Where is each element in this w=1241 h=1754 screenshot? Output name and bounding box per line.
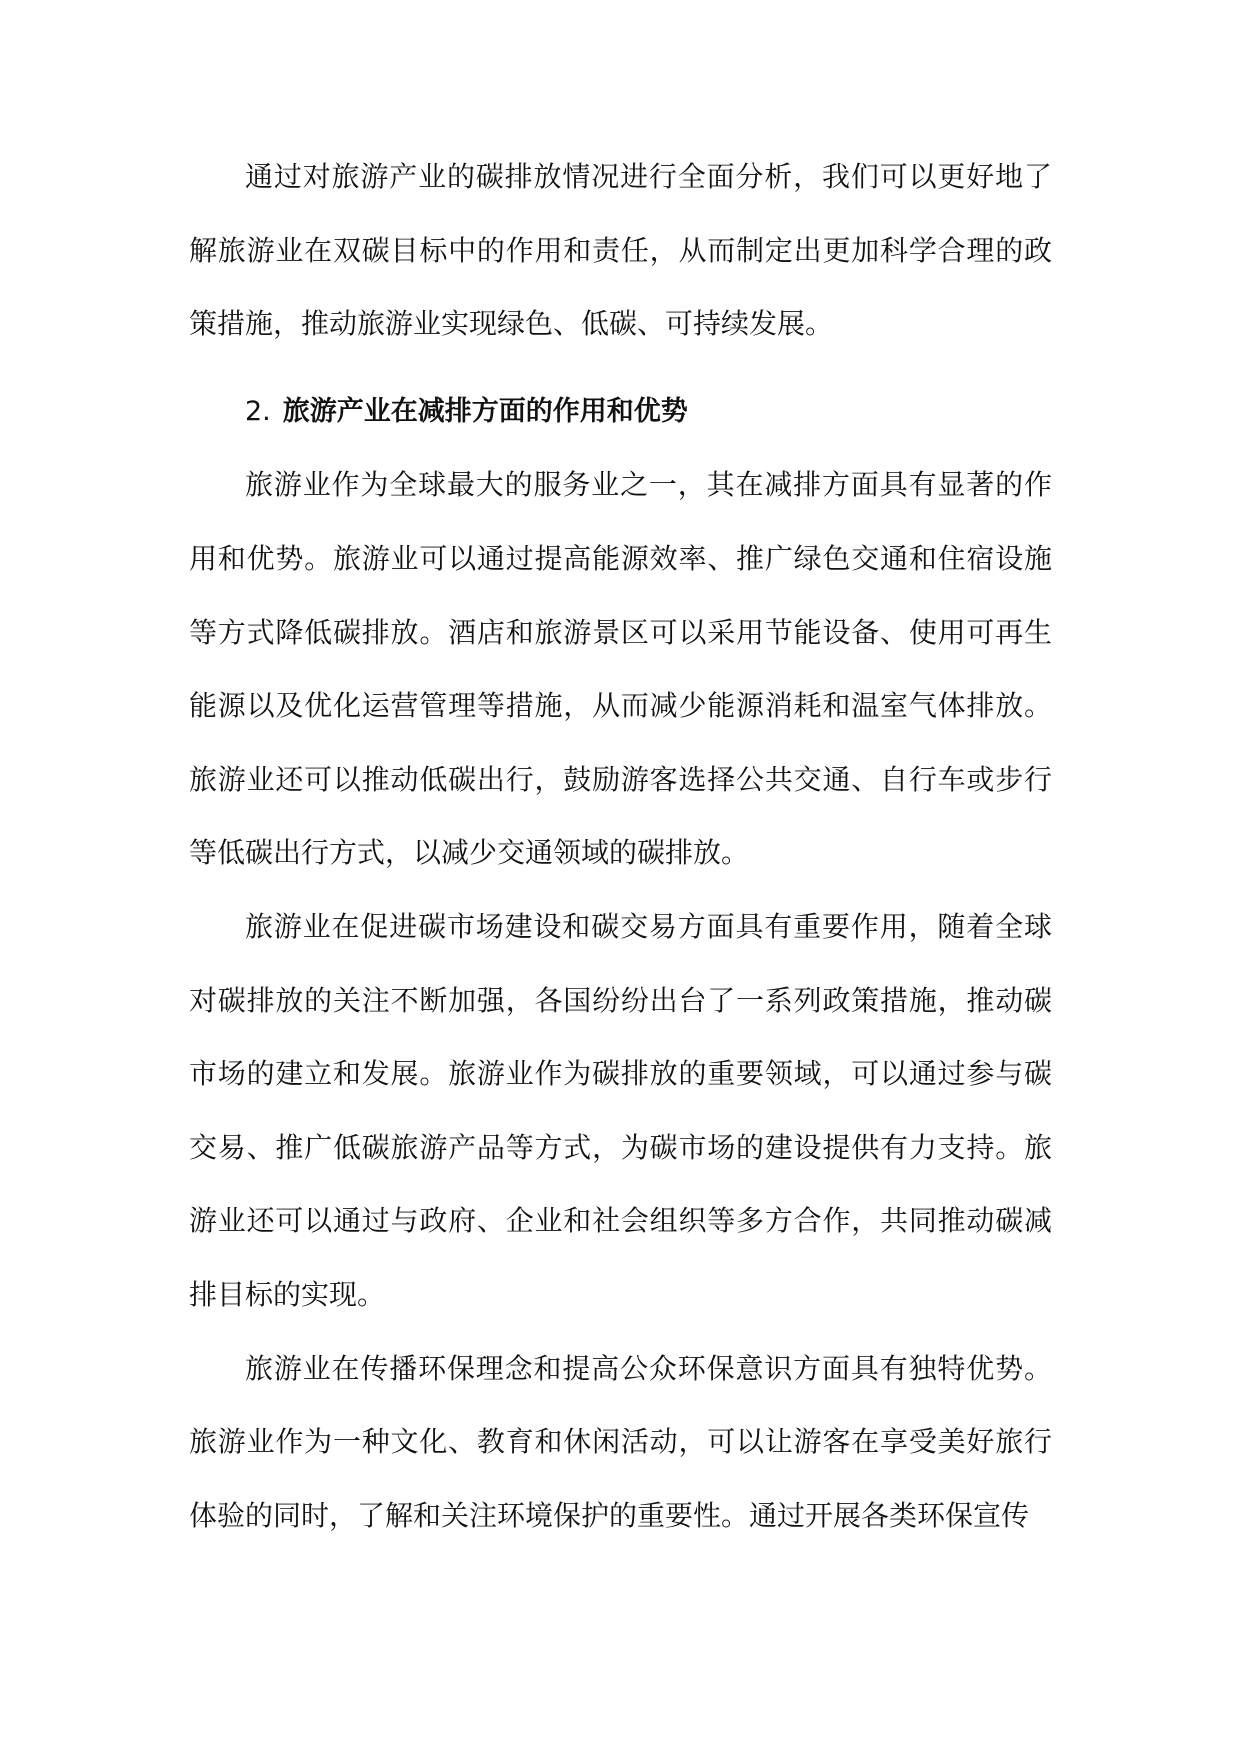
paragraph-carbon-market: 旅游业在促进碳市场建设和碳交易方面具有重要作用，随着全球对碳排放的关注不断加强，各国纷纷出台了一系列政策措施，推动碳市场的建立和发展。旅游业作为碳排放的重要领域，可以通过参与碳交易、推广低碳旅游产品等方式，为碳市场的建设提供有力支持。旅游业还可以通过与政府、企业和社会组织等多方合作，共同推动碳减排目标的实现。 (189, 909, 1052, 1311)
section-heading (189, 375, 1052, 449)
paragraph-emission-reduction: 旅游业作为全球最大的服务业之一，其在减排方面具有显著的作用和优势。旅游业可以通过提高能源效率、推广绿色交通和住宿设施等方式降低碳排放。酒店和旅游景区可以采用节能设备、使用可再生能源以及优化运营管理等措施，从而减少能源消耗和温室气体排放。旅游业还可以推动低碳出行，鼓励游客选择公共交通、自行车或步行等低碳出行方式，以减少交通领域的碳排放。 (189, 468, 1052, 870)
section-title: 旅游产业在减排方面的作用和优势 (282, 395, 688, 427)
paragraph-intro-analysis: 通过对旅游产业的碳排放情况进行全面分析，我们可以更好地了解旅游业在双碳目标中的作用和责任，从而制定出更加科学合理的政策措施，推动旅游业实现绿色、低碳、可持续发展。 (189, 160, 1052, 341)
paragraph-environmental-awareness: 旅游业在传播环保理念和提高公众环保意识方面具有独特优势。旅游业作为一种文化、教育和休闲活动，可以让游客在享受美好旅行体验的同时，了解和关注环境保护的重要性。通过开展各类环保宣传 (189, 1351, 1052, 1532)
section-number: 2. (245, 395, 271, 427)
document-body (189, 140, 1052, 1552)
